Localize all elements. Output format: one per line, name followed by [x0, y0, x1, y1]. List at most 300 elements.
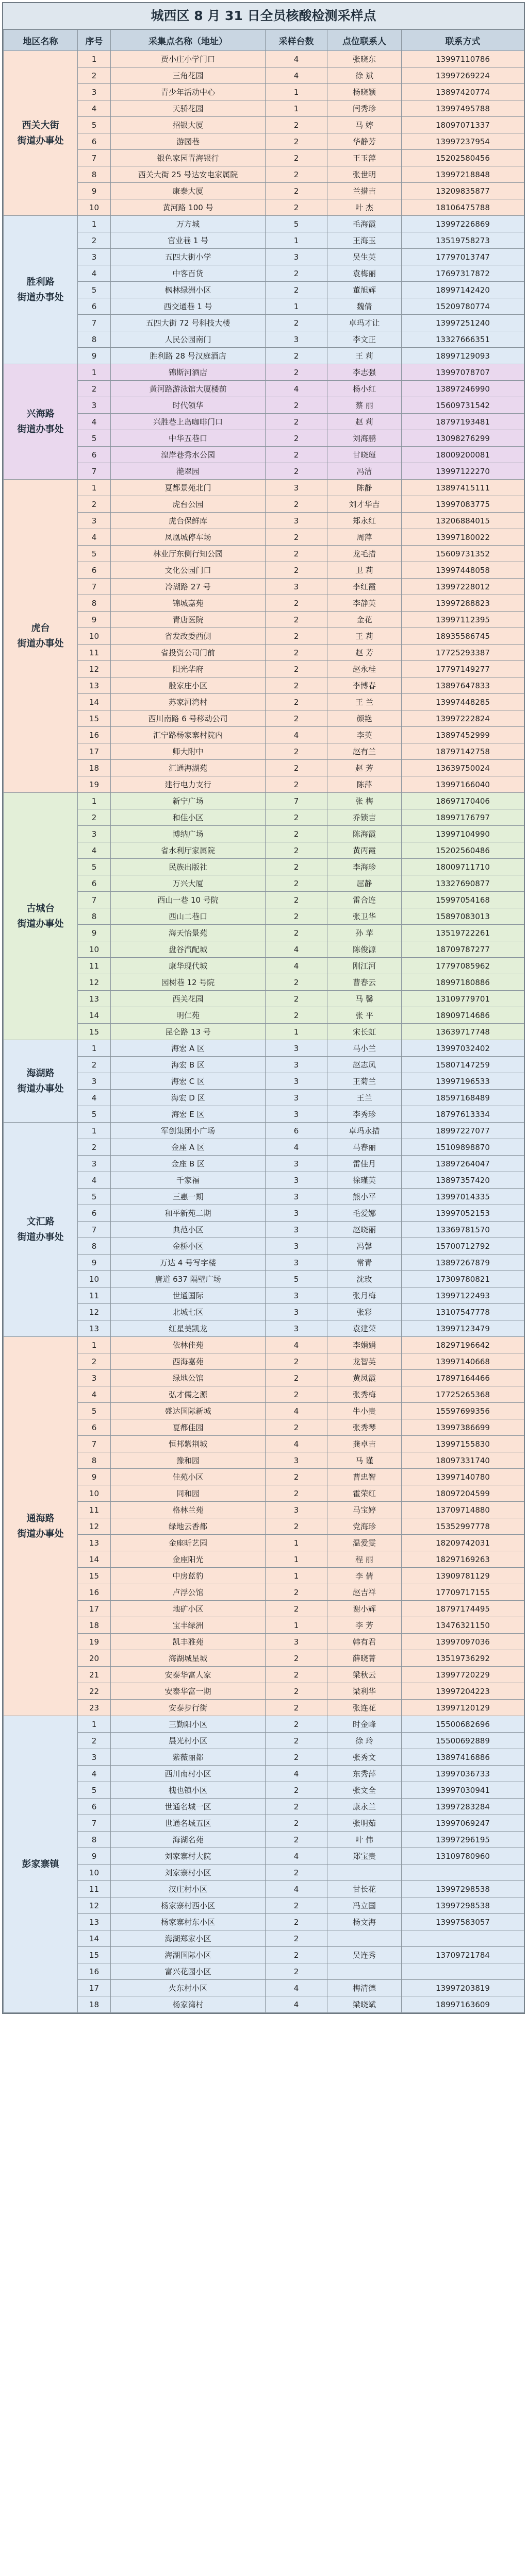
cell-contact: 梅清德 [327, 1980, 402, 1996]
sampling-sites-table [3, 29, 524, 2013]
table-row [4, 1650, 524, 1667]
cell-site: 绿地云香都 [111, 1518, 266, 1535]
cell-site: 世通名城一区 [111, 1799, 266, 1815]
cell-phone: 13997237954 [402, 133, 524, 150]
cell-site: 阳光华府 [111, 661, 266, 677]
cell-phone: 13997120129 [402, 1700, 524, 1716]
cell-stations: 3 [266, 1057, 327, 1073]
cell-site: 新宁广场 [111, 793, 266, 809]
cell-stations: 2 [266, 562, 327, 579]
cell-site: 文化公园门口 [111, 562, 266, 579]
cell-index: 9 [78, 1255, 111, 1271]
cell-index: 11 [78, 1881, 111, 1897]
cell-site: 林业厅东侧行知公园 [111, 546, 266, 562]
table-row [4, 1815, 524, 1832]
cell-stations: 3 [266, 1090, 327, 1106]
cell-site: 黄河路游泳馆大厦楼前 [111, 381, 266, 397]
cell-contact: 王玉萍 [327, 150, 402, 166]
cell-contact: 张 梅 [327, 793, 402, 809]
cell-stations: 2 [266, 1370, 327, 1386]
cell-site: 锦城嘉苑 [111, 595, 266, 612]
cell-stations: 2 [266, 1832, 327, 1848]
cell-phone: 13107547778 [402, 1304, 524, 1320]
table-row [4, 282, 524, 298]
cell-index: 3 [78, 1156, 111, 1172]
cell-index: 1 [78, 364, 111, 381]
table-row [4, 727, 524, 743]
table-row [4, 1419, 524, 1436]
cell-index: 13 [78, 1914, 111, 1930]
table-row [4, 1436, 524, 1452]
cell-contact: 毛爱娜 [327, 1205, 402, 1222]
cell-stations: 2 [266, 546, 327, 562]
cell-phone: 18697170406 [402, 793, 524, 809]
cell-phone: 13997166040 [402, 776, 524, 793]
cell-site: 杨家湾村 [111, 1996, 266, 2013]
table-row [4, 265, 524, 282]
table-row [4, 546, 524, 562]
cell-index: 10 [78, 1271, 111, 1287]
cell-site: 晨光村小区 [111, 1733, 266, 1749]
cell-site: 夏都景苑北门 [111, 480, 266, 496]
cell-phone: 18797174495 [402, 1601, 524, 1617]
cell-stations: 3 [266, 1452, 327, 1469]
table-row [4, 842, 524, 859]
cell-index: 4 [78, 1766, 111, 1782]
cell-index: 7 [78, 892, 111, 908]
cell-contact: 王菊兰 [327, 1073, 402, 1090]
cell-site: 海湖城星城 [111, 1650, 266, 1667]
cell-index: 7 [78, 579, 111, 595]
cell-index: 12 [78, 1304, 111, 1320]
cell-phone: 13997140668 [402, 1353, 524, 1370]
table-row [4, 232, 524, 249]
cell-stations: 2 [266, 1947, 327, 1963]
table-body [4, 51, 524, 2013]
cell-phone: 18997142420 [402, 282, 524, 298]
cell-index: 13 [78, 991, 111, 1007]
cell-phone: 13997203819 [402, 1980, 524, 1996]
cell-stations: 1 [266, 1551, 327, 1568]
cell-site: 西关大街 25 号达安电家属院 [111, 166, 266, 183]
cell-index: 17 [78, 743, 111, 760]
table-row [4, 925, 524, 941]
cell-contact: 熊小平 [327, 1189, 402, 1205]
cell-site: 汉庄村小区 [111, 1881, 266, 1897]
cell-phone: 13519758273 [402, 232, 524, 249]
cell-index: 13 [78, 1535, 111, 1551]
cell-stations: 2 [266, 1716, 327, 1733]
table-row [4, 1255, 524, 1271]
cell-contact: 时金峰 [327, 1716, 402, 1733]
table-row [4, 1106, 524, 1123]
cell-index: 2 [78, 1139, 111, 1156]
cell-phone: 15209780774 [402, 298, 524, 315]
cell-contact: 马小兰 [327, 1040, 402, 1057]
cell-index: 1 [78, 480, 111, 496]
cell-contact: 党海珍 [327, 1518, 402, 1535]
cell-phone: 17725293387 [402, 645, 524, 661]
cell-contact: 刘才华吉 [327, 496, 402, 513]
cell-stations: 6 [266, 1123, 327, 1139]
table-row [4, 908, 524, 925]
table-row [4, 628, 524, 645]
cell-site: 殷家庄小区 [111, 677, 266, 694]
cell-index: 13 [78, 1320, 111, 1337]
cell-index: 11 [78, 958, 111, 974]
table-row [4, 776, 524, 793]
cell-phone: 13997720229 [402, 1667, 524, 1683]
cell-stations: 2 [266, 133, 327, 150]
cell-index: 4 [78, 1386, 111, 1403]
table-row [4, 1090, 524, 1106]
table-row [4, 1238, 524, 1255]
cell-phone: 13897264047 [402, 1156, 524, 1172]
cell-site: 枫林绿洲小区 [111, 282, 266, 298]
table-row [4, 1733, 524, 1749]
cell-site: 盘谷汽配城 [111, 941, 266, 958]
cell-phone: 13997226869 [402, 216, 524, 232]
cell-phone: 13997448058 [402, 562, 524, 579]
cell-stations: 4 [266, 1766, 327, 1782]
table-row [4, 1667, 524, 1683]
cell-site: 安泰华富一期 [111, 1683, 266, 1700]
cell-stations: 3 [266, 1255, 327, 1271]
cell-stations: 2 [266, 1865, 327, 1881]
cell-site: 中房蓝豹 [111, 1568, 266, 1584]
table-row [4, 1782, 524, 1799]
cell-index: 8 [78, 166, 111, 183]
table-row [4, 1947, 524, 1963]
cell-site: 省水利厅家属院 [111, 842, 266, 859]
cell-contact: 马宝婷 [327, 1502, 402, 1518]
table-row [4, 1963, 524, 1980]
cell-contact: 徐 斌 [327, 67, 402, 84]
cell-site: 富兴花园小区 [111, 1963, 266, 1980]
cell-phone: 13997069247 [402, 1815, 524, 1832]
cell-contact: 李海珍 [327, 859, 402, 875]
cell-stations: 4 [266, 941, 327, 958]
district-name: 虎台 街道办事处 [4, 480, 78, 793]
cell-stations: 2 [266, 925, 327, 941]
cell-contact: 周萍 [327, 529, 402, 546]
cell-phone: 17309780821 [402, 1271, 524, 1287]
table-row [4, 216, 524, 232]
district-name: 文汇路 街道办事处 [4, 1123, 78, 1337]
cell-stations: 2 [266, 1700, 327, 1716]
cell-stations: 2 [266, 1650, 327, 1667]
cell-index: 2 [78, 67, 111, 84]
cell-contact: 张秀文 [327, 1749, 402, 1766]
cell-phone: 13709714880 [402, 1502, 524, 1518]
table-row [4, 1683, 524, 1700]
table-row [4, 1139, 524, 1156]
cell-stations: 3 [266, 1156, 327, 1172]
cell-contact: 王兰 [327, 1090, 402, 1106]
cell-stations: 3 [266, 1172, 327, 1189]
cell-contact: 张卫华 [327, 908, 402, 925]
cell-phone: 13897267879 [402, 1255, 524, 1271]
cell-stations: 3 [266, 1287, 327, 1304]
cell-stations: 2 [266, 282, 327, 298]
cell-site: 明仁苑 [111, 1007, 266, 1024]
cell-stations: 2 [266, 974, 327, 991]
cell-contact: 李娟娟 [327, 1337, 402, 1353]
cell-contact: 李英 [327, 727, 402, 743]
cell-contact: 叶 杰 [327, 199, 402, 216]
table-row [4, 1320, 524, 1337]
header-district: 地区名称 [4, 30, 78, 51]
table-row [4, 1848, 524, 1865]
cell-index: 16 [78, 727, 111, 743]
cell-contact: 李 倩 [327, 1568, 402, 1584]
table-row [4, 1205, 524, 1222]
cell-site: 西海嘉苑 [111, 1353, 266, 1370]
table-row [4, 1930, 524, 1947]
cell-phone: 13997298538 [402, 1881, 524, 1897]
cell-index: 3 [78, 1073, 111, 1090]
cell-site: 紫薇丽都 [111, 1749, 266, 1766]
cell-site: 依林佳苑 [111, 1337, 266, 1353]
table-row [4, 1996, 524, 2013]
table-row [4, 67, 524, 84]
cell-contact: 郑宝贵 [327, 1848, 402, 1865]
cell-phone: 13997083775 [402, 496, 524, 513]
cell-phone: 18997227077 [402, 1123, 524, 1139]
cell-phone: 13206884015 [402, 513, 524, 529]
cell-stations: 4 [266, 1848, 327, 1865]
cell-phone: 18009711710 [402, 859, 524, 875]
cell-stations: 3 [266, 1320, 327, 1337]
cell-stations: 2 [266, 265, 327, 282]
cell-phone [402, 1963, 524, 1980]
cell-phone: 17797013747 [402, 249, 524, 265]
cell-stations: 7 [266, 793, 327, 809]
cell-contact: 冯洁 [327, 463, 402, 480]
cell-stations: 2 [266, 677, 327, 694]
cell-contact: 徐 玲 [327, 1733, 402, 1749]
cell-site: 海湖国际小区 [111, 1947, 266, 1963]
cell-phone: 15609731352 [402, 546, 524, 562]
cell-site: 民族出版社 [111, 859, 266, 875]
cell-phone: 13997298538 [402, 1897, 524, 1914]
cell-site: 安泰华富人家 [111, 1667, 266, 1683]
cell-site: 西川南路 6 号移动公司 [111, 710, 266, 727]
cell-site: 金座阳光 [111, 1551, 266, 1568]
cell-site: 金座昕艺园 [111, 1535, 266, 1551]
district-name: 海湖路 街道办事处 [4, 1040, 78, 1123]
cell-phone: 13709721784 [402, 1947, 524, 1963]
cell-stations: 4 [266, 1996, 327, 2013]
cell-stations: 2 [266, 760, 327, 776]
cell-stations: 2 [266, 645, 327, 661]
cell-stations: 2 [266, 1007, 327, 1024]
cell-index: 3 [78, 826, 111, 842]
cell-contact: 张秀琴 [327, 1419, 402, 1436]
cell-contact: 冯立国 [327, 1897, 402, 1914]
cell-site: 三勤阳小区 [111, 1716, 266, 1733]
cell-contact: 程 丽 [327, 1551, 402, 1568]
cell-site: 万方城 [111, 216, 266, 232]
table-row [4, 677, 524, 694]
cell-stations: 2 [266, 842, 327, 859]
cell-phone: 18997129093 [402, 348, 524, 364]
cell-phone: 15609731542 [402, 397, 524, 414]
table-row [4, 480, 524, 496]
cell-site: 和平新苑二期 [111, 1205, 266, 1222]
table-row [4, 859, 524, 875]
cell-site: 典范小区 [111, 1222, 266, 1238]
cell-index: 2 [78, 1057, 111, 1073]
cell-index: 1 [78, 1040, 111, 1057]
cell-contact: 张文全 [327, 1782, 402, 1799]
table-row [4, 1189, 524, 1205]
cell-phone: 18997176797 [402, 809, 524, 826]
cell-index: 10 [78, 1865, 111, 1881]
cell-stations: 3 [266, 1634, 327, 1650]
table-row [4, 1403, 524, 1419]
cell-phone: 18297169263 [402, 1551, 524, 1568]
cell-index: 1 [78, 793, 111, 809]
cell-stations: 3 [266, 1106, 327, 1123]
cell-contact: 张晓东 [327, 51, 402, 67]
cell-contact: 金花 [327, 612, 402, 628]
cell-contact: 卫 莉 [327, 562, 402, 579]
cell-phone: 18106475788 [402, 199, 524, 216]
cell-phone: 13997123479 [402, 1320, 524, 1337]
cell-phone: 18935586745 [402, 628, 524, 645]
cell-phone: 18709787277 [402, 941, 524, 958]
cell-stations: 2 [266, 1749, 327, 1766]
cell-phone: 13209835877 [402, 183, 524, 199]
table-row [4, 364, 524, 381]
cell-stations: 3 [266, 1222, 327, 1238]
cell-contact: 王 莉 [327, 628, 402, 645]
cell-contact: 李红霞 [327, 579, 402, 595]
cell-stations: 1 [266, 1617, 327, 1634]
table-row [4, 133, 524, 150]
cell-stations: 4 [266, 1139, 327, 1156]
cell-site: 唐道 637 隔壁广场 [111, 1271, 266, 1287]
cell-site: 滟翠园 [111, 463, 266, 480]
table-row [4, 1700, 524, 1716]
cell-phone: 13997196533 [402, 1073, 524, 1090]
table-row [4, 1568, 524, 1584]
cell-index: 6 [78, 562, 111, 579]
cell-index: 3 [78, 1749, 111, 1766]
cell-site: 凤凰城停车场 [111, 529, 266, 546]
cell-site: 锦斯河酒店 [111, 364, 266, 381]
cell-contact: 陈海霞 [327, 826, 402, 842]
cell-phone [402, 1865, 524, 1881]
cell-stations: 2 [266, 430, 327, 447]
cell-site: 红星美凯龙 [111, 1320, 266, 1337]
cell-site: 冷湖路 27 号 [111, 579, 266, 595]
cell-contact: 赵 芳 [327, 645, 402, 661]
cell-phone: 17709717155 [402, 1584, 524, 1601]
cell-site: 同和园 [111, 1485, 266, 1502]
cell-phone: 18297196642 [402, 1337, 524, 1353]
table-row [4, 1172, 524, 1189]
cell-index: 17 [78, 1601, 111, 1617]
cell-index: 2 [78, 1733, 111, 1749]
cell-phone: 13909781129 [402, 1568, 524, 1584]
cell-site: 虎台保鲜库 [111, 513, 266, 529]
cell-phone: 15202560486 [402, 842, 524, 859]
district-name: 通海路 街道办事处 [4, 1337, 78, 1716]
cell-site: 虎台公园 [111, 496, 266, 513]
cell-site: 汇宁路杨家寨村院内 [111, 727, 266, 743]
cell-contact: 宋长虹 [327, 1024, 402, 1040]
cell-site: 杨家寨村东小区 [111, 1914, 266, 1930]
cell-index: 9 [78, 612, 111, 628]
cell-index: 6 [78, 1419, 111, 1436]
cell-site: 格林兰苑 [111, 1502, 266, 1518]
cell-phone: 15109898870 [402, 1139, 524, 1156]
table-row [4, 166, 524, 183]
table-row [4, 760, 524, 776]
cell-phone: 18097331740 [402, 1452, 524, 1469]
cell-phone: 13997030941 [402, 1782, 524, 1799]
cell-site: 游园巷 [111, 133, 266, 150]
cell-phone: 13327666351 [402, 331, 524, 348]
table-row [4, 1865, 524, 1881]
district-name: 古城台 街道办事处 [4, 793, 78, 1040]
cell-phone: 17797149277 [402, 661, 524, 677]
table-row [4, 249, 524, 265]
cell-stations: 3 [266, 1304, 327, 1320]
cell-stations: 2 [266, 1799, 327, 1815]
cell-contact: 王 兰 [327, 694, 402, 710]
cell-contact: 李志强 [327, 364, 402, 381]
cell-contact: 沈玫 [327, 1271, 402, 1287]
cell-index: 4 [78, 529, 111, 546]
cell-site: 海宏 D 区 [111, 1090, 266, 1106]
cell-site: 和佳小区 [111, 809, 266, 826]
cell-site: 海宏 B 区 [111, 1057, 266, 1073]
cell-stations: 3 [266, 1502, 327, 1518]
cell-index: 6 [78, 1799, 111, 1815]
cell-index: 4 [78, 842, 111, 859]
cell-index: 7 [78, 463, 111, 480]
cell-stations: 2 [266, 595, 327, 612]
header-site: 采集点名称（地址） [111, 30, 266, 51]
table-row [4, 1222, 524, 1238]
cell-phone: 13997112395 [402, 612, 524, 628]
cell-contact: 李博春 [327, 677, 402, 694]
cell-stations: 2 [266, 1914, 327, 1930]
cell-stations: 1 [266, 232, 327, 249]
cell-index: 10 [78, 1485, 111, 1502]
cell-stations: 1 [266, 1568, 327, 1584]
cell-index: 5 [78, 1106, 111, 1123]
cell-index: 7 [78, 1815, 111, 1832]
table-row [4, 1337, 524, 1353]
cell-phone: 18797613334 [402, 1106, 524, 1123]
cell-stations: 2 [266, 183, 327, 199]
cell-stations: 3 [266, 249, 327, 265]
cell-stations: 2 [266, 1419, 327, 1436]
cell-stations: 2 [266, 150, 327, 166]
cell-contact: 马 谨 [327, 1452, 402, 1469]
cell-index: 3 [78, 513, 111, 529]
cell-contact: 张月梅 [327, 1287, 402, 1304]
cell-site: 招银大厦 [111, 117, 266, 133]
cell-index: 5 [78, 430, 111, 447]
cell-contact: 常青 [327, 1255, 402, 1271]
cell-site: 杨家寨村西小区 [111, 1897, 266, 1914]
cell-stations: 2 [266, 166, 327, 183]
